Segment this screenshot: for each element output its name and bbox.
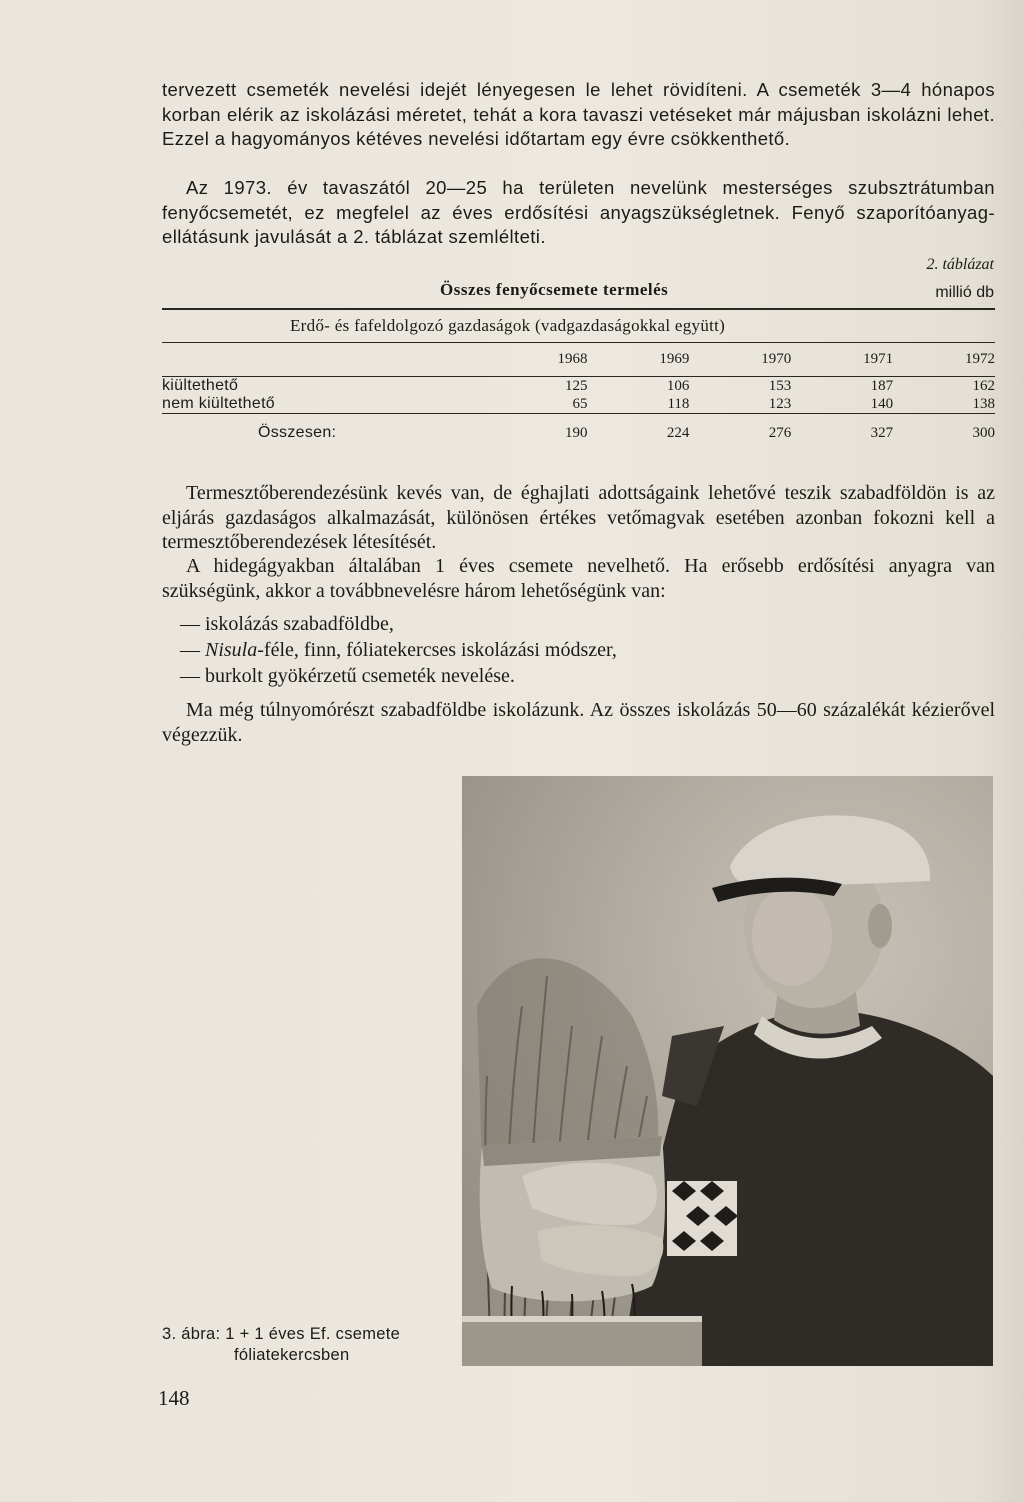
year-cell: 1971 bbox=[791, 343, 893, 377]
table-cell: 65 bbox=[486, 395, 588, 414]
table-subheader: Erdő- és fafeldolgozó gazdaságok (vadgazdaságokkal együtt) bbox=[290, 316, 726, 335]
table-cell: 138 bbox=[893, 395, 995, 414]
photo-illustration bbox=[462, 776, 993, 1366]
table-cell: 123 bbox=[689, 395, 791, 414]
row-label: kiültethető bbox=[162, 377, 239, 394]
table-cell: 153 bbox=[768, 377, 792, 394]
year-cell: 1969 bbox=[588, 343, 690, 377]
figure-caption bbox=[162, 1324, 400, 1366]
table-top-rule bbox=[162, 308, 995, 310]
year-cell: 1968 bbox=[486, 343, 588, 377]
year-cell: 1970 bbox=[689, 343, 791, 377]
paragraph-4: A hidegágyakban általában 1 éves csemete nevelhető. Ha erősebb erdősítési anyagra van szükségünk, akkor a továbbnevelésre három lehetőségünk van: bbox=[162, 555, 995, 602]
table-cell: 106 bbox=[666, 377, 690, 394]
table-row bbox=[162, 395, 995, 414]
total-label: Összesen: bbox=[258, 424, 337, 441]
table-cell: 125 bbox=[565, 377, 588, 394]
table-row bbox=[162, 377, 995, 396]
list-item: — Nisula-féle, finn, fóliatekercses iskolázási módszer, bbox=[180, 637, 617, 663]
table-title: Összes fenyőcsemete termelés bbox=[440, 280, 669, 299]
table-unit: millió db bbox=[935, 284, 994, 301]
table-year-row bbox=[162, 343, 995, 377]
table-label: 2. táblázat bbox=[926, 256, 994, 273]
table-cell: 140 bbox=[791, 395, 893, 414]
paragraph-3: Termesztőberendezésünk kevés van, de éghajlati adottságaink lehetővé teszik szabadföldön is az eljárás gazdaságos alkalmazását, különösen értékes vetőmagvak esetében azonban fokozni kell a termesztőberendezések létesítését. bbox=[162, 482, 995, 553]
paragraph-1: tervezett csemeték nevelési idejét lényegesen le lehet rövidíteni. A csemeték 3—4 hónapos korban elérik az iskolázási méretet, tehát a kora tavaszi vetéseket már májusban iskolázni lehet. Ezzel a hagyományos kétéves nevelési időtartam egy évre csökkenthető. bbox=[162, 79, 995, 149]
table-cell: 162 bbox=[972, 377, 995, 394]
table-cell: 187 bbox=[870, 377, 894, 394]
method-list bbox=[180, 611, 617, 689]
list-item: — burkolt gyökérzetű csemeték nevelése. bbox=[180, 663, 617, 689]
total-cell: 190 bbox=[565, 424, 588, 441]
total-cell: 300 bbox=[972, 424, 995, 441]
total-cell: 224 bbox=[666, 424, 690, 441]
table-cell: 118 bbox=[588, 395, 690, 414]
caption-line-1: 3. ábra: 1 + 1 éves Ef. csemete bbox=[162, 1325, 401, 1343]
production-table bbox=[162, 343, 995, 452]
table-total-row bbox=[162, 414, 995, 453]
total-cell: 327 bbox=[870, 424, 894, 441]
paragraph-5: Ma még túlnyomórészt szabadföldbe iskolázunk. Az összes iskolázás 50—60 százalékát kézierővel végezzük. bbox=[162, 699, 995, 746]
photo-man-holding-seedlings bbox=[462, 776, 993, 1366]
year-cell: 1972 bbox=[893, 343, 995, 377]
row-label: nem kiültethető bbox=[162, 395, 486, 414]
list-item: — iskolázás szabadföldbe, bbox=[180, 611, 617, 637]
total-cell: 276 bbox=[768, 424, 792, 441]
caption-line-2: fóliatekercsben bbox=[234, 1346, 350, 1364]
paragraph-2: Az 1973. év tavaszától 20—25 ha területen nevelünk mesterséges szubsztrátumban fenyőcsemetét, ez megfelel az éves erdősítési anyagszükségletnek. Fenyő szaporítóanyag-ellátásunk javulását a 2. táblázat szemlélteti. bbox=[162, 177, 995, 247]
page-number: 148 bbox=[158, 1386, 190, 1410]
